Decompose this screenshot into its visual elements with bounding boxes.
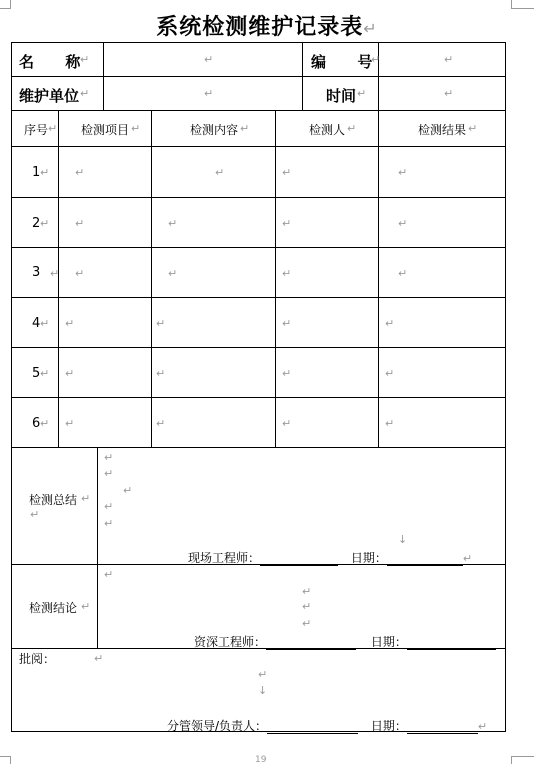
paragraph-mark-icon: ↵ (40, 367, 50, 380)
col-header-inspector: 检测人 (309, 123, 346, 137)
paragraph-mark-icon: ↵ (104, 517, 114, 530)
paragraph-mark-icon: ↵ (75, 166, 85, 179)
paragraph-mark-icon: ↵ (204, 87, 214, 100)
conclusion-date-blank[interactable] (407, 636, 496, 650)
paragraph-mark-icon: ↵ (302, 600, 312, 613)
site-engineer-label: 现场工程师： (188, 551, 261, 565)
row-index: 5 (32, 366, 41, 381)
paragraph-mark-icon: ↵ (30, 508, 40, 521)
paragraph-mark-icon: ↵ (258, 668, 268, 681)
paragraph-mark-icon: ↵ (468, 122, 478, 135)
col-header-content: 检测内容 (190, 123, 239, 137)
paragraph-mark-icon: ↵ (50, 267, 60, 280)
paragraph-mark-icon: ↵ (398, 166, 408, 179)
paragraph-mark-icon: ↵ (131, 122, 141, 135)
paragraph-mark-icon: ↵ (75, 217, 85, 230)
review-signoff (167, 717, 487, 734)
paragraph-mark-icon: ↵ (48, 122, 58, 135)
table-border-left (11, 42, 12, 732)
conclusion-signoff (194, 633, 496, 650)
table-line-r4 (11, 347, 506, 348)
paragraph-mark-icon: ↵ (156, 367, 166, 380)
site-engineer-blank[interactable] (260, 552, 338, 566)
paragraph-mark-icon: ↵ (65, 367, 75, 380)
table-line-r1 (11, 197, 506, 198)
conclusion-label: 检测结论 (29, 601, 78, 615)
col-divider-3 (275, 110, 276, 447)
table-line-r2 (11, 247, 506, 248)
paragraph-mark-icon: ↵ (444, 53, 454, 66)
page-number: 19 (255, 755, 267, 765)
title-text: 系统检测维护记录表 (156, 14, 364, 40)
col-header-item: 检测项目 (81, 123, 130, 137)
row-index: 4 (32, 316, 41, 331)
leader-blank[interactable] (267, 720, 358, 734)
paragraph-mark-icon: ↵ (371, 53, 381, 66)
paragraph-mark-icon: ↵ (156, 417, 166, 430)
senior-engineer-label: 资深工程师： (194, 635, 267, 649)
conclusion-date-label: 日期： (370, 635, 407, 649)
page-title (0, 10, 534, 41)
paragraph-mark-icon: ↵ (357, 87, 367, 100)
line-break-icon: ↓ (258, 684, 268, 697)
summary-label: 检测总结 (29, 493, 78, 507)
paragraph-mark-icon: ↵ (282, 367, 292, 380)
paragraph-mark-icon: ↵ (40, 417, 50, 430)
summary-signoff (188, 549, 472, 566)
paragraph-mark-icon: ↵ (398, 217, 408, 230)
paragraph-mark-icon: ↵ (81, 492, 91, 505)
paragraph-mark-icon: ↵ (104, 467, 114, 480)
paragraph-mark-icon: ↵ (104, 451, 114, 464)
paragraph-mark-icon: ↵ (385, 317, 395, 330)
paragraph-mark-icon: ↵ (477, 720, 488, 733)
review-date-blank[interactable] (407, 720, 478, 734)
paragraph-mark-icon: ↵ (282, 417, 292, 430)
row-index: 6 (32, 416, 41, 431)
paragraph-mark-icon: ↵ (385, 417, 395, 430)
col-divider-2 (151, 110, 152, 447)
crop-mark-top-right (511, 0, 534, 9)
name-label: 名 称 (19, 53, 81, 71)
table-line-row2 (11, 110, 506, 111)
paragraph-mark-icon: ↵ (40, 166, 50, 179)
summary-date-label: 日期： (350, 551, 387, 565)
paragraph-mark-icon: ↵ (65, 417, 75, 430)
time-field[interactable] (379, 77, 505, 110)
table-border-right (505, 42, 506, 732)
paragraph-mark-icon: ↵ (204, 53, 214, 66)
review-label: 批阅： (19, 652, 56, 666)
row-index: 3 (32, 265, 41, 280)
leader-label: 分管领导/负责人： (167, 719, 268, 733)
paragraph-mark-icon: ↵ (94, 652, 104, 665)
time-label: 时间 (326, 87, 357, 105)
paragraph-mark-icon: ↵ (282, 317, 292, 330)
paragraph-mark-icon: ↵ (40, 217, 50, 230)
table-line-header (11, 146, 506, 147)
row-index: 2 (32, 216, 41, 231)
paragraph-mark-icon: ↵ (81, 600, 91, 613)
paragraph-mark-icon: ↵ (398, 267, 408, 280)
paragraph-mark-icon: ↵ (75, 267, 85, 280)
crop-mark-top-left (0, 0, 11, 9)
paragraph-mark-icon: ↵ (80, 87, 90, 100)
paragraph-mark-icon: ↵ (302, 617, 312, 630)
table-line-r3 (11, 297, 506, 298)
col-header-result: 检测结果 (418, 123, 467, 137)
paragraph-mark-icon: ↵ (282, 267, 292, 280)
paragraph-mark-icon: ↵ (462, 552, 473, 565)
paragraph-mark-icon: ↵ (156, 317, 166, 330)
col-header-index: 序号 (24, 123, 49, 137)
unit-label: 维护单位 (19, 87, 80, 105)
paragraph-mark-icon: ↵ (282, 166, 292, 179)
paragraph-mark-icon: ↵ (444, 87, 454, 100)
name-field[interactable] (104, 43, 302, 76)
paragraph-mark-icon: ↵ (80, 53, 90, 66)
number-field[interactable] (379, 43, 505, 76)
table-line-r5 (11, 397, 506, 398)
paragraph-mark-icon: ↵ (168, 217, 178, 230)
paragraph-mark-icon: ↵ (123, 484, 133, 497)
paragraph-mark-icon: ↵ (104, 568, 114, 581)
paragraph-mark-icon: ↵ (104, 500, 114, 513)
paragraph-mark-icon: ↵ (65, 317, 75, 330)
number-label: 编 号 (311, 53, 373, 71)
paragraph-mark-icon: ↵ (168, 267, 178, 280)
header-divider-b (302, 42, 303, 110)
paragraph-mark-icon: ↵ (282, 217, 292, 230)
col-divider-4 (378, 110, 379, 447)
line-break-icon: ↓ (398, 533, 408, 546)
paragraph-mark-icon: ↵ (385, 367, 395, 380)
review-date-label: 日期： (370, 719, 407, 733)
summary-text-area[interactable] (98, 448, 505, 544)
paragraph-mark-icon: ↵ (302, 585, 312, 598)
paragraph-mark-icon: ↵ (363, 19, 378, 38)
paragraph-mark-icon: ↵ (240, 122, 250, 135)
unit-field[interactable] (104, 77, 302, 110)
senior-engineer-blank[interactable] (266, 636, 356, 650)
paragraph-mark-icon: ↵ (347, 122, 357, 135)
row-index: 1 (32, 165, 41, 180)
summary-date-blank[interactable] (387, 552, 463, 566)
paragraph-mark-icon: ↵ (215, 166, 225, 179)
paragraph-mark-icon: ↵ (40, 317, 50, 330)
